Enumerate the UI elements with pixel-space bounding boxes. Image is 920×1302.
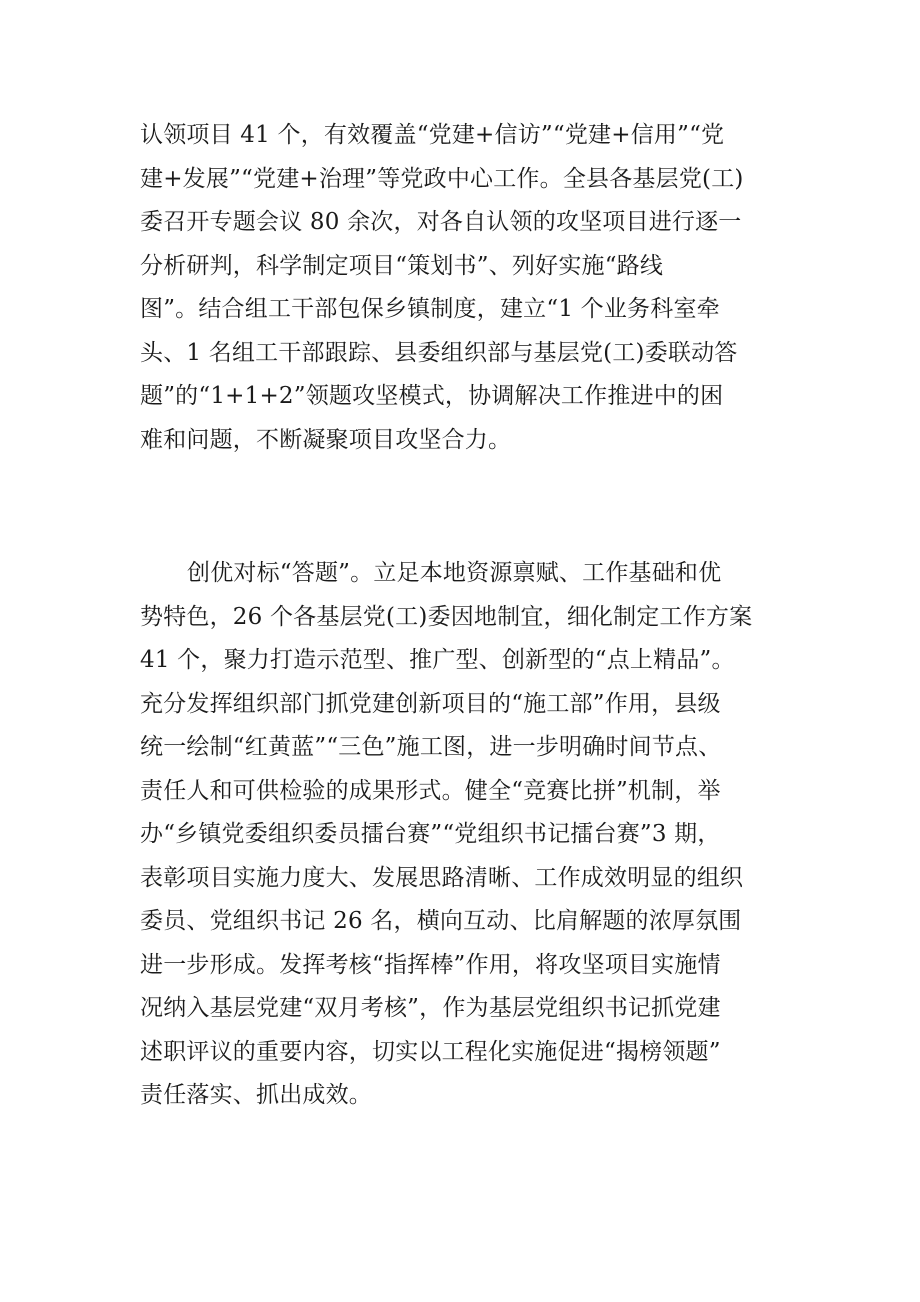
paragraph-2-line-12: 述职评议的重要内容，切实以工程化实施促进“揭榜领题” — [140, 1038, 721, 1065]
paragraph-2-line-2: 势特色，26 个各基层党(工)委因地制宜，细化制定工作方案 — [140, 603, 753, 630]
paragraph-2-line-11: 况纳入基层党建“双月考核”，作为基层党组织书记抓党建 — [140, 995, 721, 1021]
paragraph-2-line-3: 41 个，聚力打造示范型、推广型、创新型的“点上精品”。 — [140, 647, 735, 673]
paragraph-2-line-13: 责任落实、抓出成效。 — [140, 1082, 372, 1108]
paragraph-1-line-1: 认领项目 41 个，有效覆盖“党建+信访”“党建+信用”“党 — [140, 122, 725, 148]
paragraph-2-line-10: 进一步形成。发挥考核“指挥棒”作用，将攻坚项目实施情 — [140, 951, 721, 978]
paragraph-1-line-3: 委召开专题会议 80 余次，对各自认领的攻坚项目进行逐一 — [140, 209, 742, 235]
paragraph-1-line-7: 题”的“1+1+2”领题攻坚模式，协调解决工作推进中的困 — [140, 383, 724, 409]
paragraph-2-line-4: 充分发挥组织部门抓党建创新项目的“施工部”作用，县级 — [140, 690, 721, 717]
paragraph-1-line-2: 建+发展”“党建+治理”等党政中心工作。全县各基层党(工) — [140, 165, 744, 192]
paragraph-2-line-8: 表彰项目实施力度大、发展思路清晰、工作成效明显的组织 — [140, 864, 744, 891]
paragraph-1-line-4: 分析研判，科学制定项目“策划书”、列好实施“路线 — [140, 252, 664, 279]
paragraph-1 — [140, 114, 800, 462]
paragraph-2-line-7: 办“乡镇党委组织委员擂台赛”“党组织书记擂台赛”3 期， — [140, 821, 721, 847]
paragraph-2-line-9: 委员、党组织书记 26 名，横向互动、比肩解题的浓厚氛围 — [140, 908, 742, 934]
paragraph-2 — [140, 552, 800, 1118]
paragraph-1-line-6: 头、1 名组工干部跟踪、县委组织部与基层党(工)委联动答 — [140, 339, 738, 366]
paragraph-2-line-1: 创优对标“答题”。立足本地资源禀赋、工作基础和优 — [187, 560, 722, 586]
paragraph-2-line-6: 责任人和可供检验的成果形式。健全“竞赛比拼”机制，举 — [140, 777, 721, 804]
paragraph-1-line-8: 难和问题，不断凝聚项目攻坚合力。 — [140, 426, 512, 453]
paragraph-2-line-5: 统一绘制“红黄蓝”“三色”施工图，进一步明确时间节点、 — [140, 734, 722, 760]
paragraph-1-line-5: 图”。结合组工干部包保乡镇制度，建立“1 个业务科室牵 — [140, 296, 720, 322]
